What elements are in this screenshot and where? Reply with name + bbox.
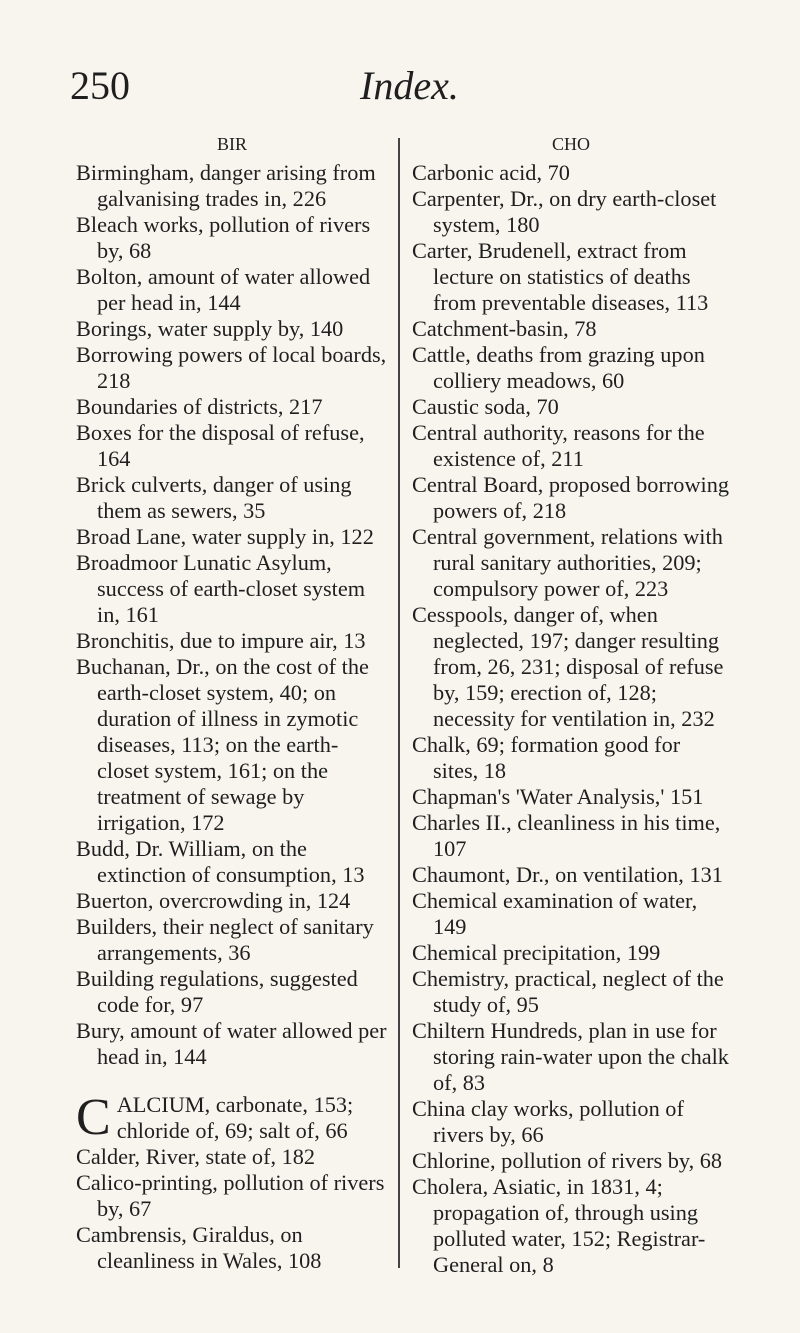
index-entry: Bronchitis, due to impure air, 13 xyxy=(76,628,366,653)
index-entry: Buchanan, Dr., on the cost of the earth-closet system, 40; on duration of illness in zymotic diseases, 113; on the earth-closet system, 161; on the treatment of sewage by irrigation, 172 xyxy=(76,654,369,835)
index-entry: Boxes for the disposal of refuse, 164 xyxy=(76,420,365,471)
index-entry: Brick culverts, danger of using them as sewers, 35 xyxy=(76,472,352,523)
entry-list-left xyxy=(76,160,388,1070)
index-entry: Cattle, deaths from grazing upon colliery meadows, 60 xyxy=(412,342,705,393)
index-entry: Catchment-basin, 78 xyxy=(412,316,597,341)
index-entry: Buerton, overcrowding in, 124 xyxy=(76,888,351,913)
index-entry: Chaumont, Dr., on ventilation, 131 xyxy=(412,862,723,887)
index-entry: Caustic soda, 70 xyxy=(412,394,559,419)
dropcap-entry xyxy=(76,1089,388,1146)
index-entry: Cambrensis, Giraldus, on cleanliness in Wales, 108 xyxy=(76,1222,322,1273)
index-entry: Building regulations, suggested code for, 97 xyxy=(76,966,358,1017)
entry-list-right xyxy=(412,160,730,1278)
index-entry: Bury, amount of water allowed per head in, 144 xyxy=(76,1018,387,1069)
index-entry: Chapman's 'Water Analysis,' 151 xyxy=(412,784,704,809)
index-entry: Carbonic acid, 70 xyxy=(412,160,570,185)
index-column-left xyxy=(76,132,388,1274)
index-entry: Calder, River, state of, 182 xyxy=(76,1144,316,1169)
page-number: 250 xyxy=(70,63,130,108)
index-entry: Central government, relations with rural sanitary authorities, 209; compulsory power of, 223 xyxy=(412,524,723,601)
dropcap-letter: C xyxy=(76,1089,111,1146)
index-entry: Cesspools, danger of, when neglected, 197; danger resulting from, 26, 231; disposal of refuse by, 159; erection of, 128; necessity for ventilation in, 232 xyxy=(412,602,724,731)
index-entry: China clay works, pollution of rivers by, 66 xyxy=(412,1096,684,1147)
dropcap-entry-text: ALCIUM, carbonate, 153; chloride of, 69; salt of, 66 xyxy=(116,1092,354,1143)
index-column-right xyxy=(412,132,730,1278)
index-entry: Borings, water supply by, 140 xyxy=(76,316,344,341)
running-title: Index. xyxy=(360,63,459,108)
index-entry: Broad Lane, water supply in, 122 xyxy=(76,524,374,549)
index-entry: Builders, their neglect of sanitary arrangements, 36 xyxy=(76,914,374,965)
index-entry: Carpenter, Dr., on dry earth-closet system, 180 xyxy=(412,186,717,237)
index-entry: Central Board, proposed borrowing powers of, 218 xyxy=(412,472,730,523)
column-head-right: CHO xyxy=(551,134,590,154)
index-entry: Central authority, reasons for the existence of, 211 xyxy=(412,420,705,471)
index-entry: Chalk, 69; formation good for sites, 18 xyxy=(412,732,681,783)
index-entry: Chemical examination of water, 149 xyxy=(412,888,698,939)
index-entry: Chlorine, pollution of rivers by, 68 xyxy=(412,1148,723,1173)
index-entry: Broadmoor Lunatic Asylum, success of earth-closet system in, 161 xyxy=(76,550,366,627)
index-entry: Calico-printing, pollution of rivers by, 67 xyxy=(76,1170,385,1221)
index-entry: Charles II., cleanliness in his time, 107 xyxy=(412,810,721,861)
index-entry: Boundaries of districts, 217 xyxy=(76,394,323,419)
index-entry: Carter, Brudenell, extract from lecture on statistics of deaths from preventable diseases, 113 xyxy=(412,238,709,315)
index-entry: Chiltern Hundreds, plan in use for storing rain-water upon the chalk of, 83 xyxy=(412,1018,729,1095)
index-entry: Chemistry, practical, neglect of the study of, 95 xyxy=(412,966,724,1017)
index-entry: Bleach works, pollution of rivers by, 68 xyxy=(76,212,371,263)
column-divider xyxy=(398,138,400,1268)
index-entry: Chemical precipitation, 199 xyxy=(412,940,661,965)
index-entry: Borrowing powers of local boards, 218 xyxy=(76,342,387,393)
entry-list-left-after xyxy=(76,1144,388,1274)
column-head-left: BIR xyxy=(216,134,247,154)
index-entry: Bolton, amount of water allowed per head in, 144 xyxy=(76,264,371,315)
index-entry: Budd, Dr. William, on the extinction of consumption, 13 xyxy=(76,836,365,887)
index-entry: Cholera, Asiatic, in 1831, 4; propagation of, through using polluted water, 152; Registrar-General on, 8 xyxy=(412,1174,706,1277)
index-entry: Birmingham, danger arising from galvanising trades in, 226 xyxy=(76,160,376,211)
